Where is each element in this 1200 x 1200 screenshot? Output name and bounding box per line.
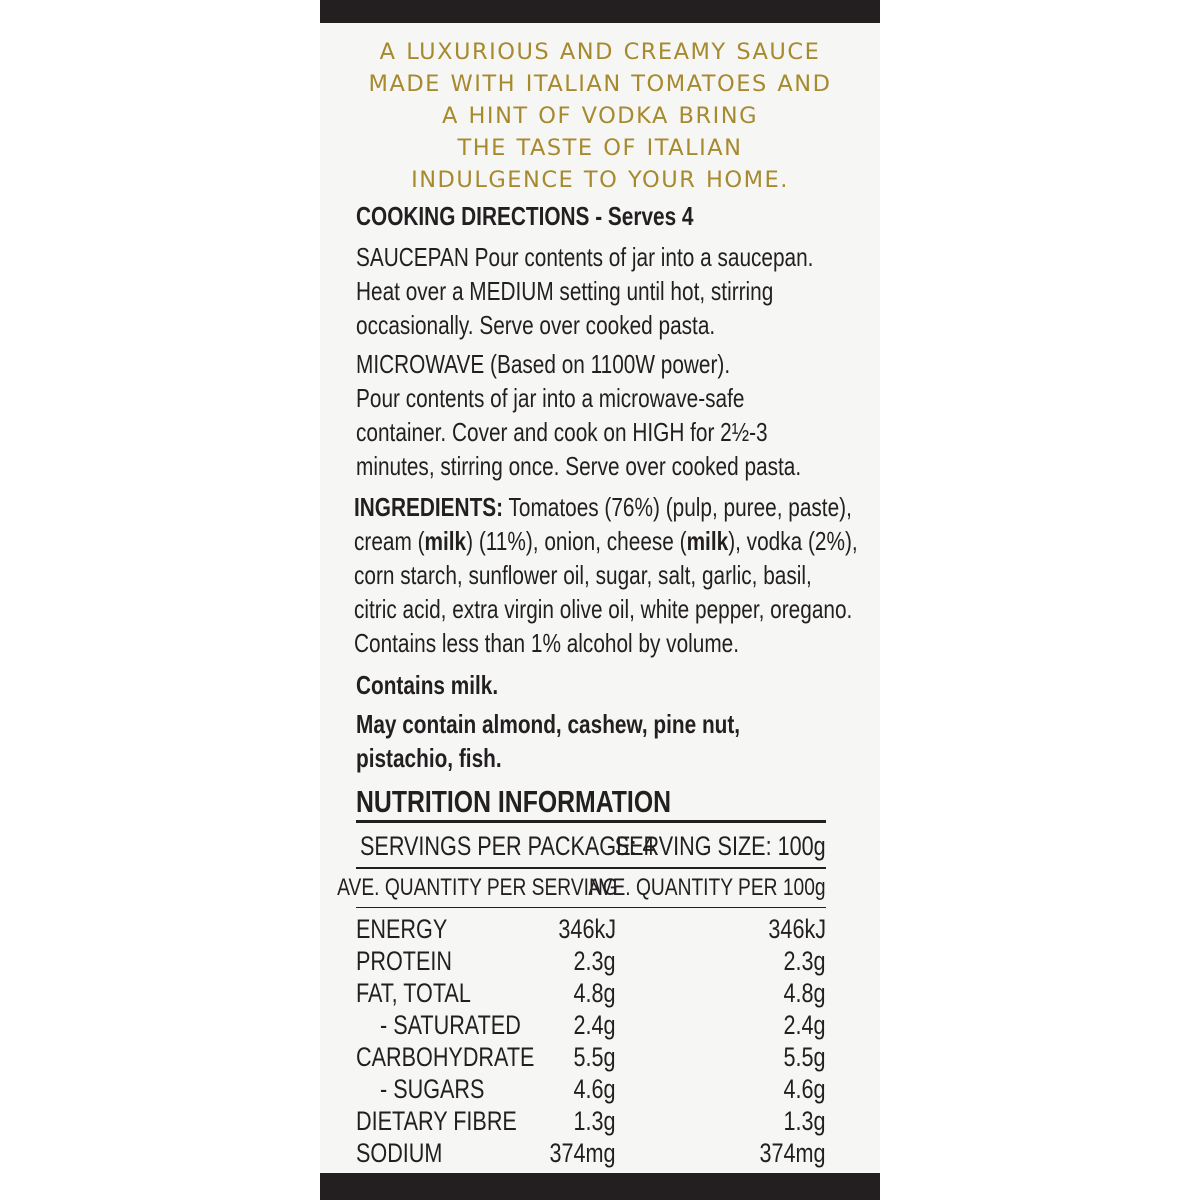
divider xyxy=(356,907,826,908)
nutrient-name: CARBOHYDRATE xyxy=(356,1042,535,1072)
top-border-bar xyxy=(320,0,880,23)
nutrition-row xyxy=(356,1009,826,1041)
per-100g-value: 1.3g xyxy=(783,1106,826,1136)
nutrition-row xyxy=(356,945,826,977)
per-100g-value: 346kJ xyxy=(768,914,826,944)
tagline-line: THE TASTE OF ITALIAN xyxy=(457,135,743,161)
servings-per-package: SERVINGS PER PACKAGE: 4 xyxy=(360,831,655,861)
per-serving-value: 4.6g xyxy=(573,1074,616,1104)
per-100g-value: 374mg xyxy=(759,1138,826,1168)
nutrition-row xyxy=(356,1073,826,1105)
serving-size: SERVING SIZE: 100g xyxy=(615,831,826,861)
product-label-panel xyxy=(320,0,880,1200)
per-serving-value: 1.3g xyxy=(573,1106,616,1136)
per-serving-value: 2.4g xyxy=(573,1010,616,1040)
per-serving-value: 4.8g xyxy=(573,978,616,1008)
allergen-milk: milk xyxy=(686,526,729,556)
nutrient-name: - SATURATED xyxy=(380,1010,521,1040)
nutrient-name: - SUGARS xyxy=(380,1074,485,1104)
microwave-directions: MICROWAVE (Based on 1100W power). Pour contents of jar into a microwave-safe container. Cover and cook on HIGH for 2½-3 minutes, stirring once. Serve over cooked pasta. xyxy=(356,349,802,481)
nutrient-name: FAT, TOTAL xyxy=(356,978,471,1008)
allergen-milk: milk xyxy=(424,526,467,556)
per-serving-value: 346kJ xyxy=(558,914,616,944)
nutrition-row xyxy=(356,1137,826,1169)
nutrient-name: SODIUM xyxy=(356,1138,443,1168)
nutrient-name: DIETARY FIBRE xyxy=(356,1106,517,1136)
bottom-border-bar xyxy=(320,1173,880,1200)
ingredients-label: INGREDIENTS: xyxy=(354,492,504,522)
nutrition-row xyxy=(356,913,826,945)
per-serving-value: 374mg xyxy=(549,1138,616,1168)
per-100g-value: 4.8g xyxy=(783,978,826,1008)
cooking-directions-heading: COOKING DIRECTIONS - Serves 4 xyxy=(356,201,694,231)
tagline-line: MADE WITH ITALIAN TOMATOES AND xyxy=(368,71,832,97)
nutrition-row xyxy=(356,1041,826,1073)
saucepan-directions: SAUCEPAN Pour contents of jar into a saucepan. Heat over a MEDIUM setting until hot, stirring occasionally. Serve over cooked pasta. xyxy=(356,242,814,340)
tagline-line: INDULGENCE TO YOUR HOME. xyxy=(411,167,789,193)
per-100g-value: 5.5g xyxy=(783,1042,826,1072)
divider xyxy=(356,867,826,869)
per-100g-value: 2.4g xyxy=(783,1010,826,1040)
contains-statement: Contains milk. xyxy=(356,670,499,700)
per-serving-value: 2.3g xyxy=(573,946,616,976)
tagline-line: A LUXURIOUS AND CREAMY SAUCE xyxy=(379,39,821,65)
nutrition-row xyxy=(356,977,826,1009)
per-100g-value: 4.6g xyxy=(783,1074,826,1104)
column-header-per-100g: AVE. QUANTITY PER 100g xyxy=(588,874,826,901)
ingredients-list: INGREDIENTS: Tomatoes (76%) (pulp, puree, paste), cream (milk) (11%), onion, cheese (milk), vodka (2%), corn starch, sunflower oil, sugar, salt, garlic, basil, citric acid, extra virgin olive oil, white pepper, oregano. Contains less than 1% alcohol by volume. xyxy=(354,492,858,658)
column-header-per-serving: AVE. QUANTITY PER SERVING xyxy=(337,874,618,901)
tagline-line: A HINT OF VODKA BRING xyxy=(441,103,759,129)
nutrient-name: PROTEIN xyxy=(356,946,453,976)
nutrition-row xyxy=(356,1105,826,1137)
per-serving-value: 5.5g xyxy=(573,1042,616,1072)
nutrition-title: NUTRITION INFORMATION xyxy=(356,784,672,819)
tagline xyxy=(320,36,880,196)
may-contain-statement: May contain almond, cashew, pine nut, pistachio, fish. xyxy=(356,709,741,773)
per-100g-value: 2.3g xyxy=(783,946,826,976)
divider xyxy=(356,820,826,823)
nutrient-name: ENERGY xyxy=(356,914,448,944)
